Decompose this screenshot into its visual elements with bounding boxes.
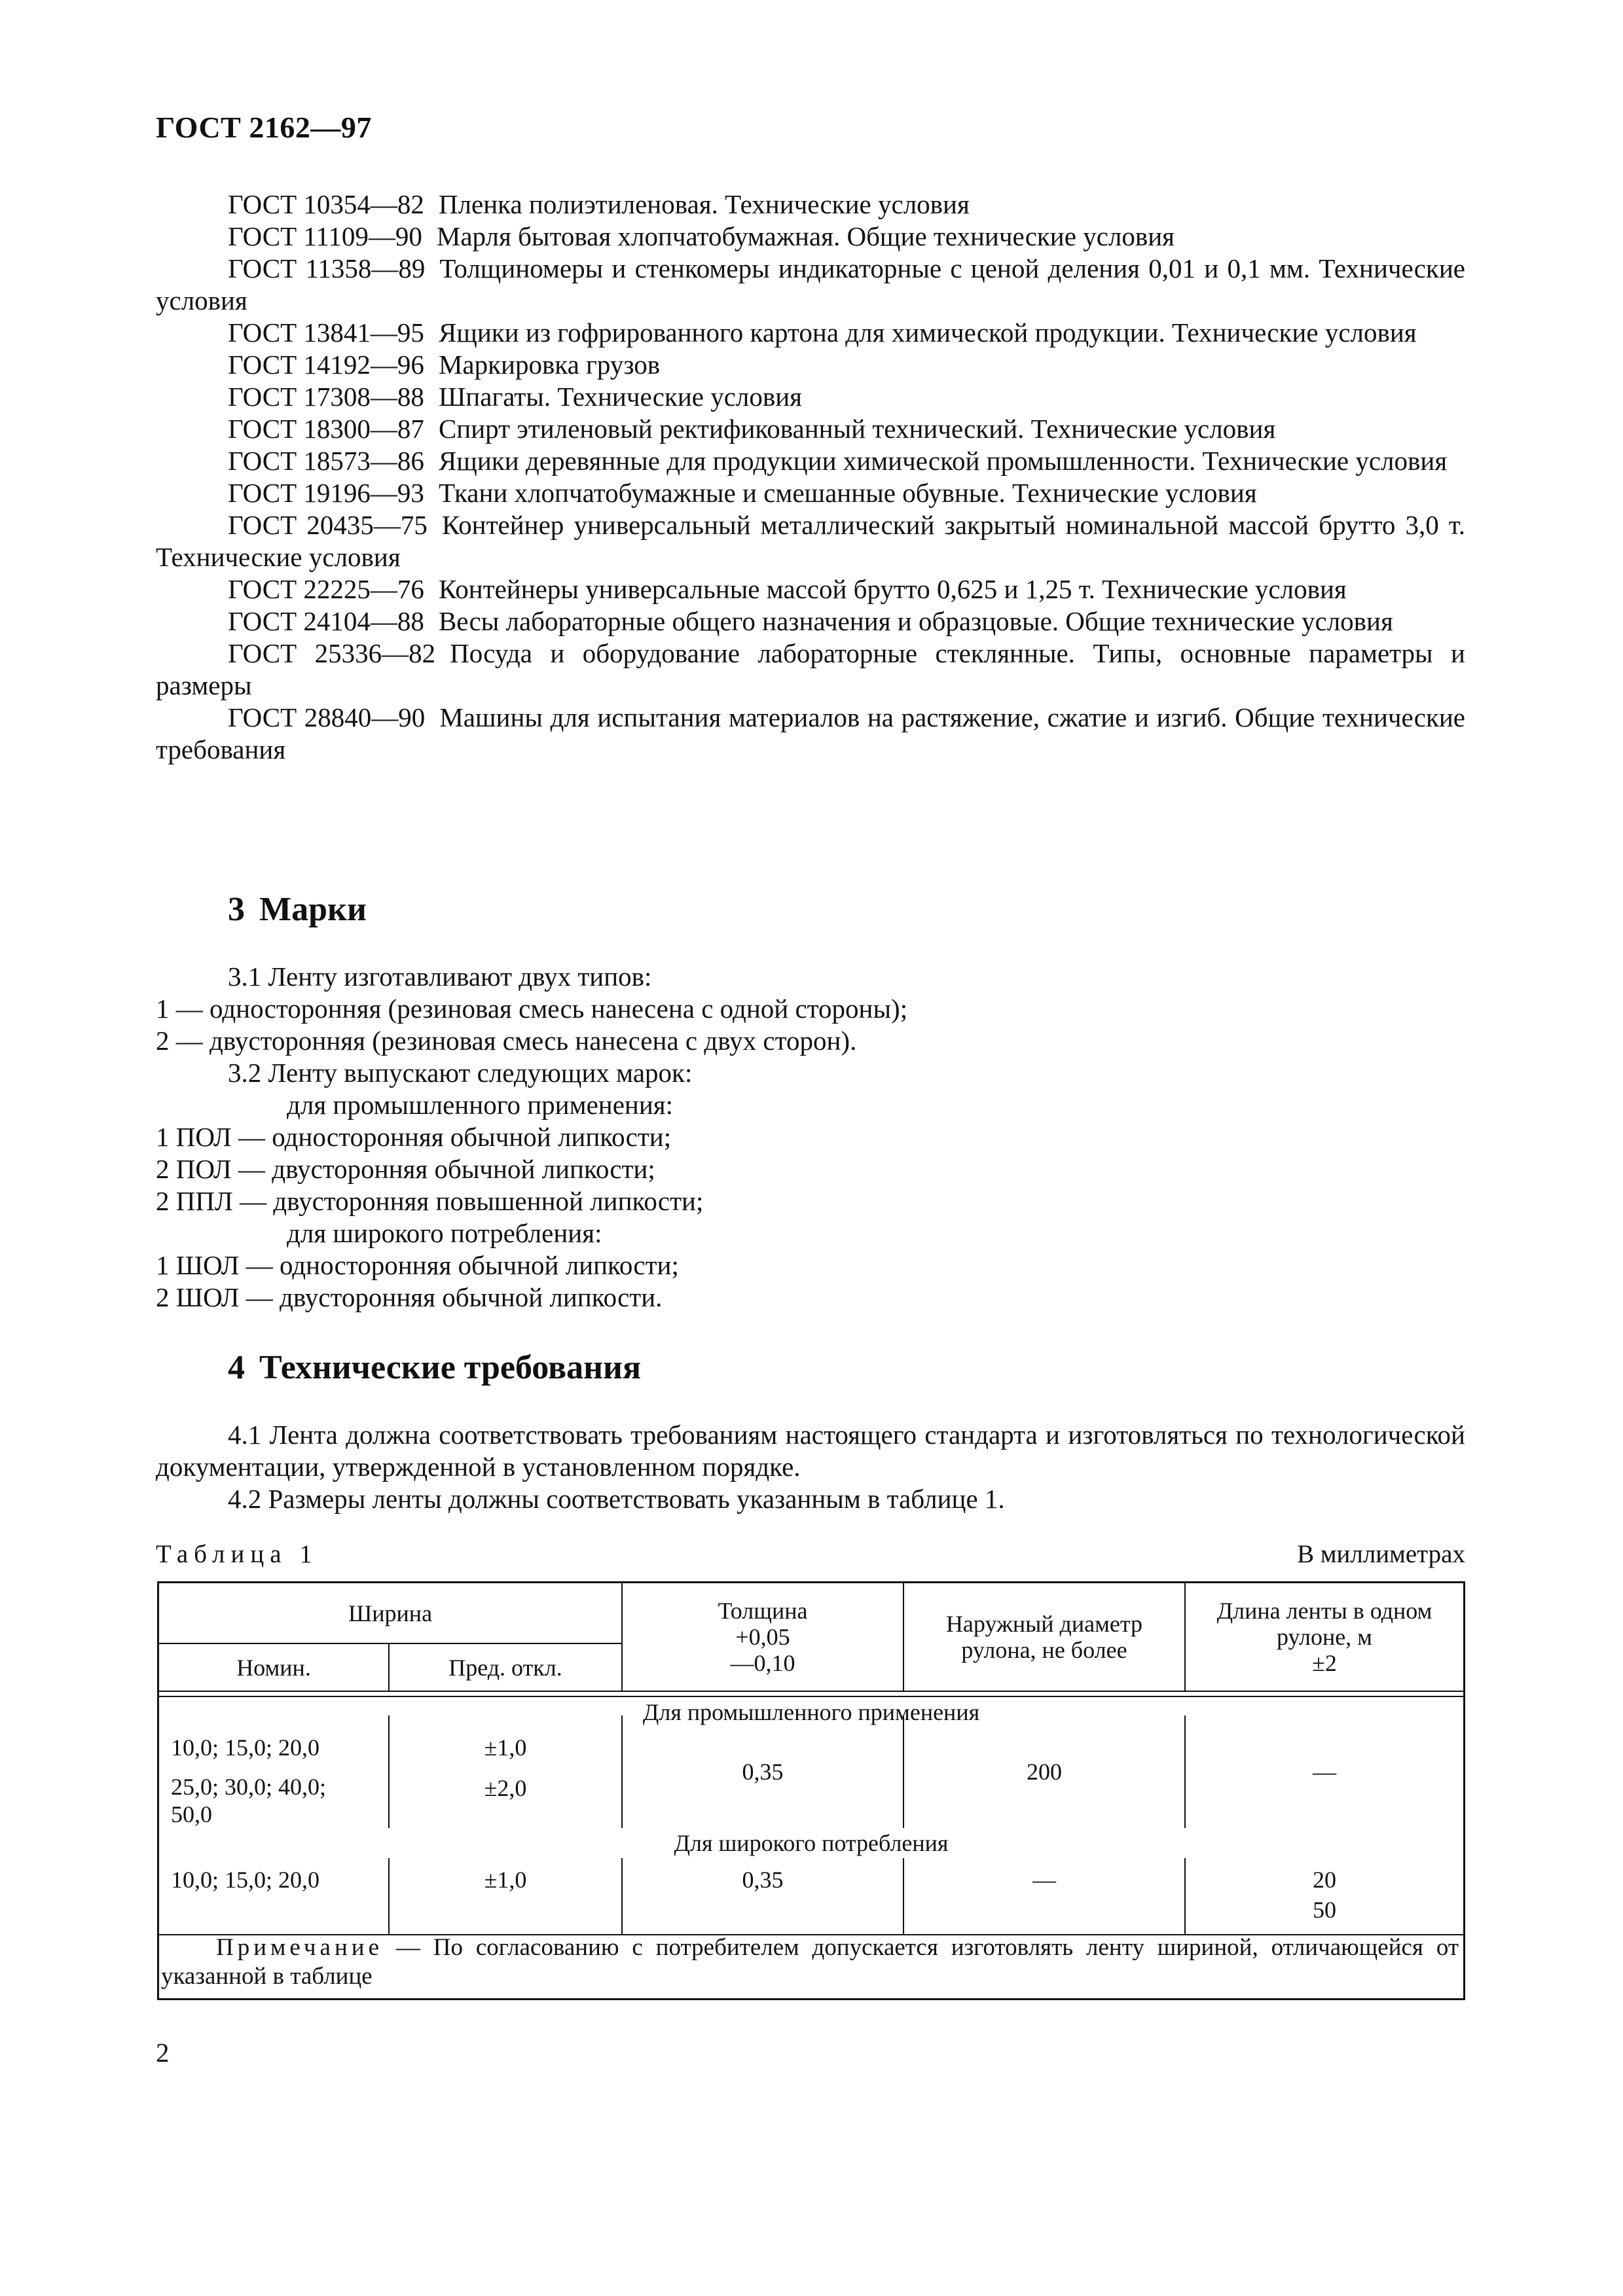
cell-length: 50 bbox=[1313, 1897, 1336, 1923]
text-line: 3.1 Ленту изготавливают двух типов: bbox=[228, 961, 652, 992]
cell-length: 20 bbox=[1313, 1867, 1336, 1893]
note-text: — По согласованию с потребителем допускается изготовлять ленту шириной, отличающейся от указанной в таблице bbox=[161, 1934, 1459, 1990]
reference-item: ГОСТ 10354—82 Пленка полиэтиленовая. Технические условия bbox=[228, 189, 970, 219]
section-3-body bbox=[156, 961, 1465, 1314]
group-title-industrial: Для промышленного применения bbox=[642, 1699, 980, 1725]
cell-tolerance: ±1,0 bbox=[484, 1734, 527, 1761]
header-length: Длина ленты в одном рулоне, м ±2 bbox=[1216, 1598, 1432, 1676]
text-line: для широкого потребления: bbox=[287, 1218, 602, 1248]
reference-item: ГОСТ 17308—88 Шпагаты. Технические условия bbox=[228, 382, 803, 412]
text-line: 2 ШОЛ — двусторонняя обычной липкости. bbox=[156, 1282, 663, 1312]
cell-tolerance: ±1,0 bbox=[484, 1867, 527, 1893]
page-number: 2 bbox=[156, 2037, 170, 2068]
cell-nominal: 50,0 bbox=[171, 1801, 212, 1827]
text-line: 1 — односторонняя (резиновая смесь нанесена с одной стороны); bbox=[156, 994, 908, 1024]
table-note bbox=[156, 1933, 1459, 1991]
reference-item: ГОСТ 18300—87 Спирт этиленовый ректификованный технический. Технические условия bbox=[228, 414, 1276, 444]
reference-item: ГОСТ 28840—90 Машины для испытания материалов на растяжение, сжатие и изгиб. Общие технические требования bbox=[156, 702, 1465, 764]
reference-item: ГОСТ 13841—95 Ящики из гофрированного картона для химической продукции. Технические условия bbox=[228, 317, 1417, 348]
table-caption bbox=[156, 1539, 1465, 1570]
cell-diameter: — bbox=[1032, 1867, 1056, 1893]
cell-thickness: 0,35 bbox=[742, 1759, 784, 1785]
table-unit: В миллиметрах bbox=[1297, 1540, 1465, 1568]
header-width: Ширина bbox=[348, 1600, 433, 1626]
reference-item: ГОСТ 20435—75 Контейнер универсальный металлический закрытый номинальной массой брутто 3,0 т. Технические условия bbox=[156, 510, 1465, 572]
cell-length: — bbox=[1313, 1759, 1336, 1785]
document-code: ГОСТ 2162—97 bbox=[156, 111, 372, 144]
reference-item: ГОСТ 22225—76 Контейнеры универсальные массой брутто 0,625 и 1,25 т. Технические условия bbox=[228, 574, 1347, 604]
header-diameter: Наружный диаметр рулона, не более bbox=[945, 1611, 1143, 1663]
section-4-body bbox=[156, 1419, 1465, 1515]
cell-nominal: 10,0; 15,0; 20,0 bbox=[171, 1734, 320, 1761]
reference-item: ГОСТ 19196—93 Ткани хлопчатобумажные и смешанные обувные. Технические условия bbox=[228, 478, 1257, 508]
cell-nominal: 10,0; 15,0; 20,0 bbox=[171, 1867, 320, 1893]
text-line: для промышленного применения: bbox=[287, 1090, 674, 1120]
text-line: 2 — двусторонняя (резиновая смесь нанесена с двух сторон). bbox=[156, 1026, 857, 1056]
table-title: Таблица 1 bbox=[156, 1540, 318, 1568]
cell-tolerance: ±2,0 bbox=[484, 1775, 527, 1801]
text-line: 1 ШОЛ — односторонняя обычной липкости; bbox=[156, 1250, 679, 1280]
text-line: 1 ПОЛ — односторонняя обычной липкости; bbox=[156, 1122, 672, 1152]
reference-item: ГОСТ 11358—89 Толщиномеры и стенкомеры индикаторные с ценой деления 0,01 и 0,1 мм. Технические условия bbox=[156, 253, 1465, 315]
reference-item: ГОСТ 25336—82 Посуда и оборудование лабораторные стеклянные. Типы, основные параметры и размеры bbox=[156, 638, 1465, 700]
note-label: Примечание bbox=[216, 1934, 383, 1961]
cell-diameter: 200 bbox=[1027, 1759, 1062, 1785]
section-3-heading: 3 Марки bbox=[228, 891, 367, 928]
cell-thickness: 0,35 bbox=[742, 1867, 784, 1893]
paragraph: 4.2 Размеры ленты должны соответствовать указанным в таблице 1. bbox=[228, 1484, 1005, 1514]
header-thickness: Толщина +0,05 —0,10 bbox=[718, 1598, 808, 1676]
text-line: 3.2 Ленту выпускают следующих марок: bbox=[228, 1058, 693, 1088]
reference-item: ГОСТ 11109—90 Марля бытовая хлопчатобумажная. Общие технические условия bbox=[228, 221, 1175, 251]
header-tolerance: Пред. откл. bbox=[448, 1654, 562, 1681]
header-nominal: Номин. bbox=[236, 1654, 311, 1681]
text-line: 2 ПОЛ — двусторонняя обычной липкости; bbox=[156, 1154, 655, 1184]
section-4-heading: 4 Технические требования bbox=[228, 1349, 642, 1386]
reference-item: ГОСТ 18573—86 Ящики деревянные для продукции химической промышленности. Технические условия bbox=[228, 446, 1448, 476]
table-rule bbox=[159, 1691, 1463, 1692]
cell-nominal: 25,0; 30,0; 40,0; bbox=[171, 1774, 327, 1800]
references-list bbox=[156, 188, 1465, 766]
reference-item: ГОСТ 14192—96 Маркировка грузов bbox=[228, 350, 661, 380]
reference-item: ГОСТ 24104—88 Весы лабораторные общего назначения и образцовые. Общие технические условия bbox=[228, 606, 1393, 636]
group-title-consumer: Для широкого потребления bbox=[674, 1830, 949, 1856]
paragraph: 4.1 Лента должна соответствовать требованиям настоящего стандарта и изготовляться по технологической документации, утвержденной в установленном порядке. bbox=[156, 1420, 1465, 1482]
text-line: 2 ППЛ — двусторонняя повышенной липкости; bbox=[156, 1186, 704, 1216]
